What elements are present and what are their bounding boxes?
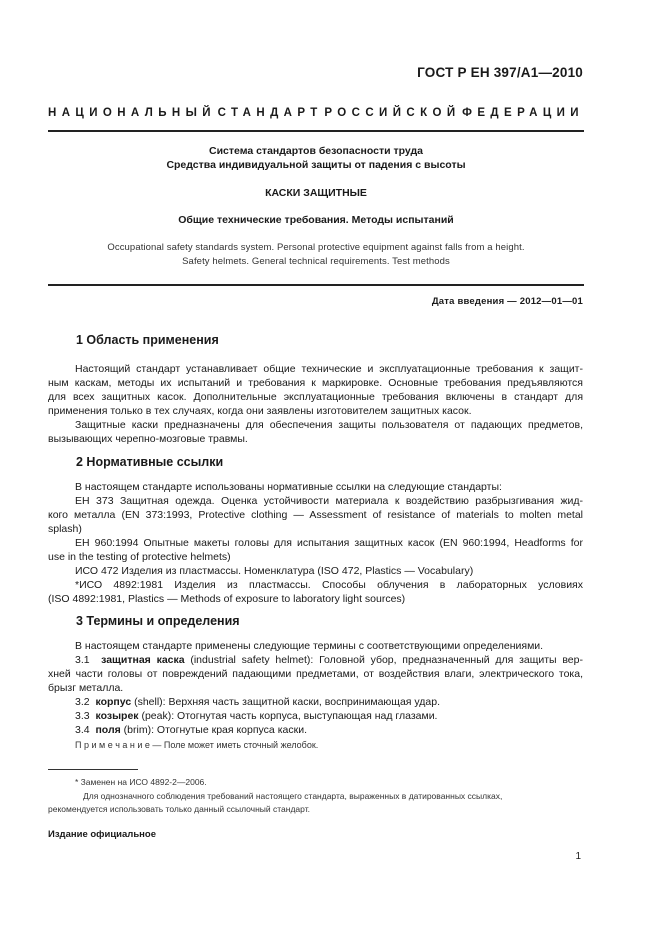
- section-1-paragraph-line: вызывающих черепно-мозговые травмы.: [48, 433, 248, 445]
- section-1-paragraph-line: для всех защитных касок. Дополнительные эксплуатационные требования включены в стандарт для: [48, 391, 583, 403]
- section-3-heading: 3 Термины и определения: [76, 614, 240, 628]
- term-name: защитная каска: [101, 654, 185, 666]
- title-english-line-2: Safety helmets. General technical requirements. Test methods: [182, 256, 450, 267]
- term-3-1-line: [75, 653, 583, 667]
- term-name: поля: [95, 724, 121, 736]
- footnote-1: * Заменен на ИСО 4892-2—2006.: [75, 777, 207, 787]
- banner-word: РОССИЙСКОЙ: [324, 107, 461, 119]
- official-edition-label: Издание официальное: [48, 829, 156, 840]
- term-number: 3.1: [75, 654, 90, 666]
- banner-word: НАЦИОНАЛЬНЫЙ: [48, 107, 216, 119]
- section-2-heading: 2 Нормативные ссылки: [76, 455, 224, 469]
- reference-line: ЕН 960:1994 Опытные макеты головы для испытания защитных касок (EN 960:1994, Headforms for: [75, 537, 583, 549]
- term-definition: (brim): Отогнутые края корпуса каски.: [120, 724, 307, 736]
- term-definition: (shell): Верхняя часть защитной каски, воспринимающая удар.: [131, 696, 441, 708]
- term-name: корпус: [95, 696, 132, 708]
- term-number: 3.2: [75, 696, 90, 708]
- title-system-line: Система стандартов безопасности труда: [208, 145, 424, 157]
- page-number: 1: [575, 851, 581, 862]
- term-3-1-line: брызг металла.: [48, 682, 124, 694]
- term-3-2-line: [75, 695, 583, 709]
- document-code: ГОСТ Р ЕН 397/A1—2010: [417, 65, 583, 80]
- title-category-line: Средства индивидуальной защиты от падения с высоты: [166, 159, 466, 171]
- banner-word: СТАНДАРТ: [217, 107, 323, 119]
- section-1-heading: 1 Область применения: [76, 333, 219, 347]
- term-number: 3.3: [75, 710, 90, 722]
- footnote-rule: [48, 769, 138, 770]
- term-3-4-line: [75, 723, 583, 737]
- top-rule: [48, 130, 584, 132]
- section-3-intro: В настоящем стандарте применены следующие термины с соответствующими определениями.: [75, 640, 544, 652]
- note: П р и м е ч а н и е — Поле может иметь сточный желобок.: [75, 740, 319, 750]
- title-subtitle: Общие технические требования. Методы испытаний: [178, 214, 454, 226]
- reference-line: splash): [48, 523, 82, 535]
- banner-word: ФЕДЕРАЦИИ: [462, 107, 584, 119]
- reference-line: *ИСО 4892:1981 Изделия из пластмассы. Способы облучения в лабораторных условиях: [75, 579, 583, 591]
- title-english-line-1: Occupational safety standards system. Personal protective equipment against falls from a height.: [107, 242, 525, 253]
- term-3-1-line: хней части головы от повреждений падающими предметами, от воздействия влаги, электрического тока,: [48, 668, 583, 680]
- reference-line: кого металла (EN 373:1993, Protective clothing — Assessment of resistance of materials to molten metal: [48, 509, 583, 521]
- reference-line: use in the testing of protective helmets): [48, 551, 231, 563]
- date-of-introduction: Дата введения — 2012—01—01: [431, 296, 583, 307]
- section-1-paragraph-line: Настоящий стандарт устанавливает общие технические и эксплуатационные требования к защит-: [75, 363, 583, 375]
- reference-line: ИСО 472 Изделия из пластмассы. Номенклатура (ISO 472, Plastics — Vocabulary): [75, 565, 474, 577]
- national-standard-banner: [48, 107, 584, 119]
- term-3-3-line: [75, 709, 583, 723]
- title-main: КАСКИ ЗАЩИТНЫЕ: [265, 187, 367, 199]
- section-1-paragraph-line: Защитные каски предназначены для обеспечения защиты пользователя от падающих предметов,: [75, 419, 583, 431]
- reference-line: ЕН 373 Защитная одежда. Оценка устойчивости материала к воздействию разбрызгивания жид-: [75, 495, 583, 507]
- section-1-paragraph-line: применения только в тех случаях, когда они заявлены изготовителем защитных касок.: [48, 405, 472, 417]
- term-definition: (industrial safety helmet): Головной убор, предназначенный для защиты вер-: [184, 654, 583, 666]
- term-definition: (peak): Отогнутая часть корпуса, выступающая над глазами.: [138, 710, 438, 722]
- footnote-2-line-1: Для однозначного соблюдения требований настоящего стандарта, выраженных в датированных ссылках,: [83, 791, 503, 801]
- reference-line: (ISO 4892:1981, Plastics — Methods of exposure to laboratory light sources): [48, 593, 406, 605]
- term-name: козырек: [95, 710, 139, 722]
- term-number: 3.4: [75, 724, 90, 736]
- footnote-2-line-2: рекомендуется использовать только данный ссылочный стандарт.: [48, 804, 311, 814]
- title-rule: [48, 284, 584, 286]
- section-1-paragraph-line: ным каскам, методы их испытаний и требования к маркировке. Основные требования предъявляются: [48, 377, 583, 389]
- section-2-intro: В настоящем стандарте использованы нормативные ссылки на следующие стандарты:: [75, 481, 502, 493]
